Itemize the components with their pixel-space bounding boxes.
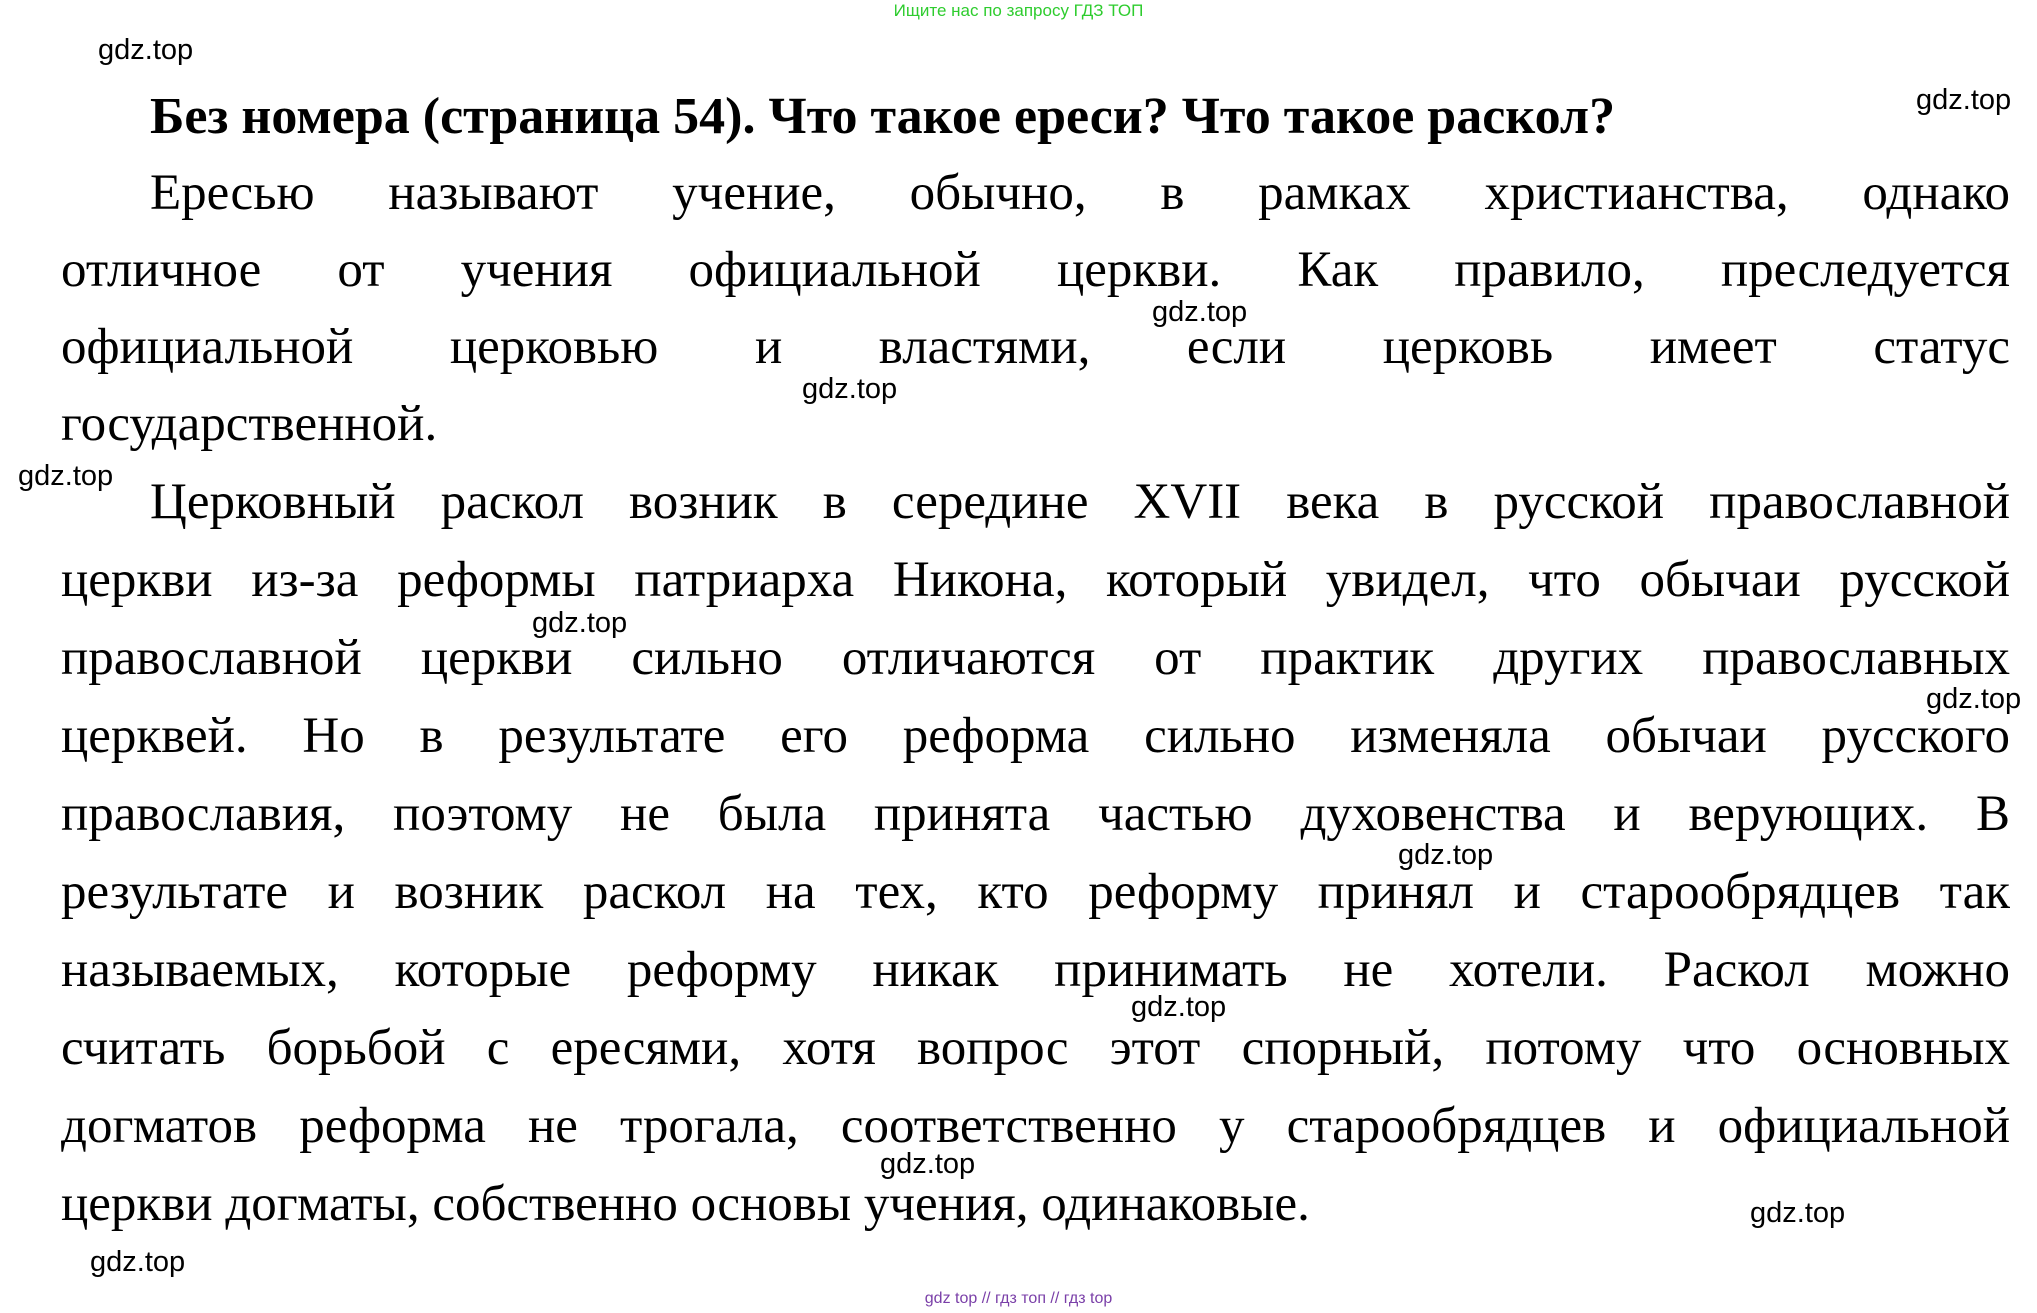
top-banner: Ищите нас по запросу ГДЗ ТОП	[893, 1, 1144, 20]
watermark: gdz.top	[1926, 683, 2022, 715]
watermark: gdz.top	[1152, 296, 1248, 328]
watermark: gdz.top	[98, 34, 194, 66]
page-title: Без номера (страница 54). Что такое ереси? Что такое раскол?	[150, 88, 1616, 145]
watermark: gdz.top	[802, 373, 898, 405]
paragraph-1-line-4: государственной.	[61, 396, 438, 452]
watermark: gdz.top	[18, 460, 114, 492]
paragraph-2-line-9: догматов реформа не трогала, соответственно у старообрядцев и официальной	[61, 1098, 2010, 1154]
bottom-banner: gdz top // гдз топ // гдз top	[924, 1290, 1113, 1307]
paragraph-2-line-1: Церковный раскол возник в середине XVII века в русской православной	[150, 474, 2010, 530]
paragraph-2-line-7: называемых, которые реформу никак принимать не хотели. Раскол можно	[61, 942, 2010, 998]
paragraph-1-line-3: официальной церковью и властями, если церковь имеет статус	[61, 319, 2010, 375]
paragraph-2-line-3: православной церкви сильно отличаются от практик других православных	[61, 630, 2010, 686]
watermark: gdz.top	[1916, 84, 2012, 116]
paragraph-2-line-4: церквей. Но в результате его реформа сильно изменяла обычаи русского	[61, 708, 2010, 764]
watermark: gdz.top	[1750, 1197, 1846, 1229]
watermark: gdz.top	[532, 607, 628, 639]
watermark: gdz.top	[90, 1246, 186, 1278]
paragraph-1-line-2: отличное от учения официальной церкви. Как правило, преследуется	[61, 242, 2010, 298]
paragraph-1-line-1: Ересью называют учение, обычно, в рамках христианства, однако	[150, 165, 2010, 221]
paragraph-2-line-5: православия, поэтому не была принята частью духовенства и верующих. В	[61, 786, 2010, 842]
paragraph-2-line-6: результате и возник раскол на тех, кто реформу принял и старообрядцев так	[61, 864, 2010, 920]
watermark: gdz.top	[880, 1148, 976, 1180]
paragraph-2-line-10: церкви догматы, собственно основы учения, одинаковые.	[61, 1176, 1310, 1232]
watermark: gdz.top	[1398, 839, 1494, 871]
watermark: gdz.top	[1131, 991, 1227, 1023]
paragraph-2-line-2: церкви из-за реформы патриарха Никона, который увидел, что обычаи русской	[61, 552, 2010, 608]
paragraph-2-line-8: считать борьбой с ересями, хотя вопрос этот спорный, потому что основных	[61, 1020, 2010, 1076]
